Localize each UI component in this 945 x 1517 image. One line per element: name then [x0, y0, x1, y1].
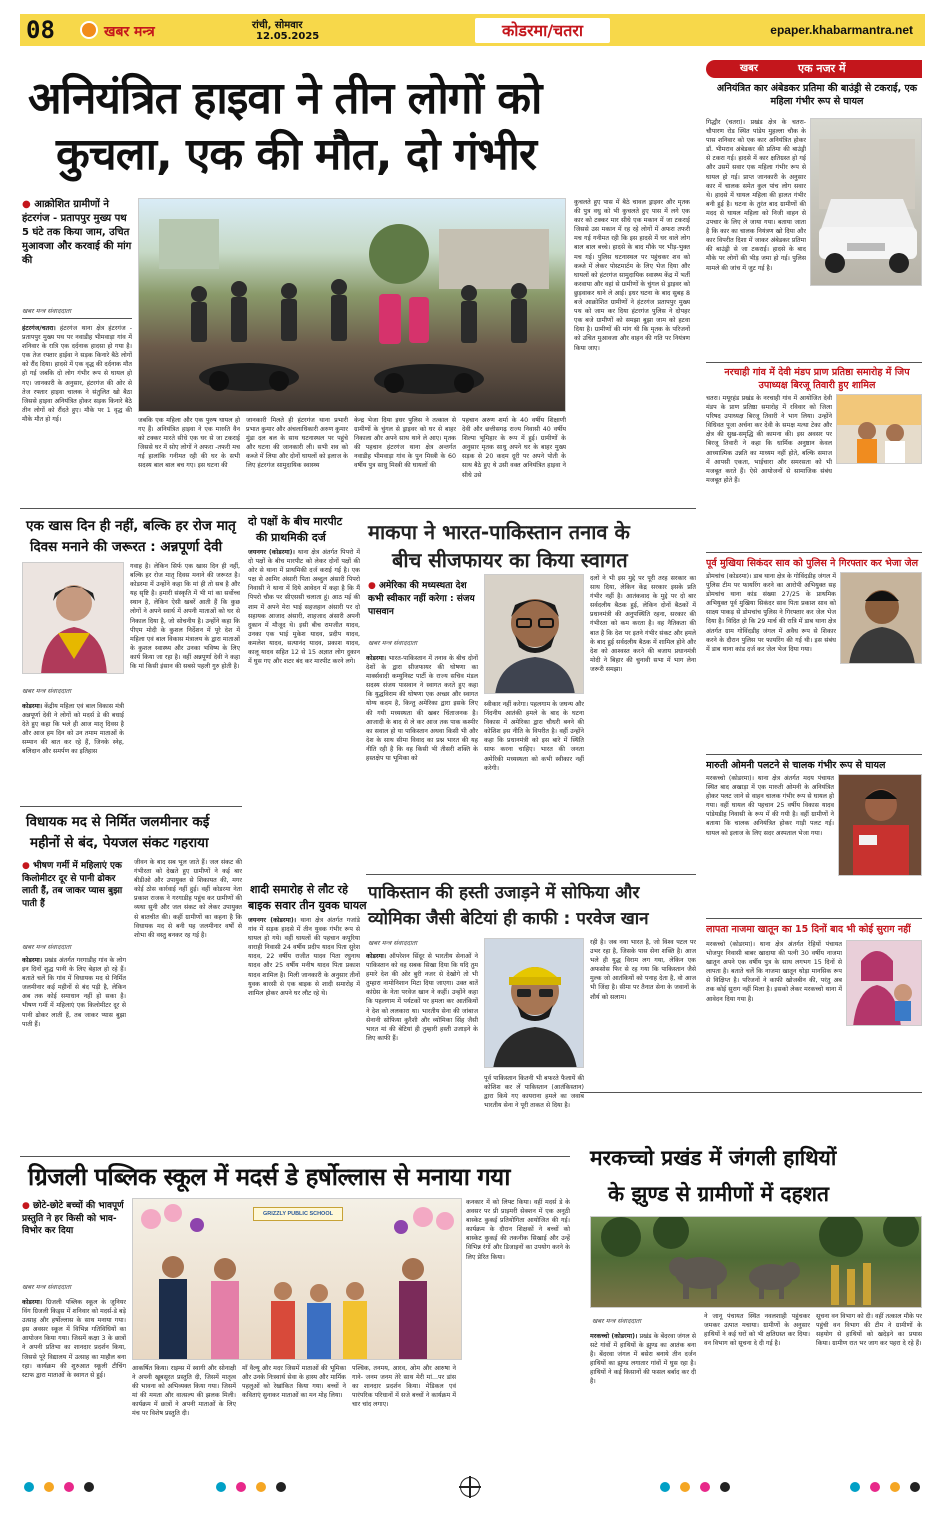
- divider: [706, 754, 922, 755]
- elephant-body-col3: सूचना वन विभाग को दी। वहीं तत्काल मौके पर पहुंची वन विभाग की टीम ने ग्रामीणों के सहयोग से हाथियों को खदेड़ने का प्रयास किया। ग्रामीण रात भर जाग कर पहरा दे रहे हैं।: [816, 1313, 922, 1348]
- sidebar-tab-khabar: खबर: [706, 60, 788, 78]
- water-body-col2: जीवन के बाद सब भूल जाते हैं। जल संकट की गंभीरता को देखते हुए ग्रामीणों ने कई बार बीडीओ और उपायुक्त से शिकायत की, मगर कोई ठोस कार्रवाई नहीं हुई। वहीं कोडरमा नेता प्रकाश राजक ने गरगाडीह पहुंच कर ग्रामीणों की व्यथा सुनी और जल संकट को लेकर उपायुक्त से बातचीत की। कहीं ग्रामीणों का कहना है कि विधायक मद से बनी यह जलमीनार वर्षों से शोभा की वस्तु बनकर रह गई है।: [134, 859, 242, 939]
- fight-body: जयनगर (कोडरमा)। थाना क्षेत्र अंतर्गत पिपरो में दो पक्षों के बीच मारपीट को लेकर दोनों पक्षों की ओर से थाना में प्राथमिकी दर्ज कराई गई है। एक पक्ष से आमिर अंसारी पिता अब्दुल अंसारी पिपरो निवासी ने थाना में दिये आवेदन में कहा है कि मैं पिपरो चौक पर सीएससी चलाता हूं। आठ मई की शाम में अपने मेरा भाई सहजहान अंसारी पर दो सहायक आजाद अंसारी, शाहजाद अंसारी अपनी दुकान में मौजूद थे। इसी बीच रामजीत यादव, उनका एक भाई मुकेश यादव, प्रदीप यादव, कमलेश यादव, सत्यानंद यादव, प्रकाश यादव, कालू यादव सहित 12 से 15 अज्ञात लोग दुकान में घुस गए और शटर बंद कर मारपीट करने लगे।: [248, 549, 360, 666]
- annapurna-photo: [22, 562, 124, 674]
- ceasefire-body-col2: स्वीकार नहीं करेगा। पहलगाम के जघन्य और निंदनीय आतंकी हमले के बाद के घटना विकास में अमेरिका द्वारा चौधरी बनने की कोशिश इस नीति के विपरीत है। वहीं उन्होंने कहा कि प्रधानमंत्री को इस बारे में स्थिति साफ करना चाहिए। भारत की जनता अमेरिकी मध्यस्थता को कभी स्वीकार नहीं करेगी।: [484, 701, 584, 772]
- elephant-photo: [590, 1216, 922, 1308]
- footer-registration-bar: [20, 1474, 925, 1500]
- school-photo: [132, 1198, 462, 1360]
- school-banner: GRIZZLY PUBLIC SCHOOL: [253, 1207, 343, 1221]
- wedding-headline-2: बाइक सवार तीन युवक घायल: [248, 899, 367, 912]
- orange-dot-icon: [256, 1482, 266, 1492]
- water-byline: खबर मन्त्र संवाददाता: [22, 943, 72, 951]
- school-headline: ग्रिजली पब्लिक स्कूल में मदर्स डे हर्षोल्लास से मनाया गया: [28, 1163, 510, 1191]
- lead-headline-1: अनियंत्रित हाइवा ने तीन लोगों को: [28, 73, 542, 124]
- brand-name: खबर मन्त्र: [104, 24, 155, 40]
- divider: [580, 1092, 922, 1093]
- elephant-herd-illustration: [591, 1217, 922, 1308]
- lead-headline-2: कुचला, एक की मौत, दो गंभीर: [56, 129, 536, 180]
- lead-byline: खबर मन्त्र संवाददाता: [22, 307, 72, 315]
- pink-dot-icon: [236, 1482, 246, 1492]
- parvez-photo: [484, 938, 584, 1068]
- mother-headline-1: एक खास दिन ही नहीं, बल्कि हर रोज मातृ: [26, 518, 236, 534]
- woman-portrait-illustration: [23, 563, 124, 674]
- black-dot-icon: [720, 1482, 730, 1492]
- black-dot-icon: [276, 1482, 286, 1492]
- sofia-body-col3: रही है। जब नया भारत है, जो विश्व पटल पर उभर रहा है, जिसके पास सेना शक्ति है। आज भले ही युद्ध विराम लग गया, लेकिन एक अफसोस फिर से रह गया कि पाकिस्तान जैसे मुल्क जो आतंकियों को पनाह देता है, वो आज भी जिंदा है। सीमा पर तैनात सेना के जवानों के शौर्य को सलाम।: [590, 939, 696, 1001]
- injured-photo: [838, 774, 922, 876]
- man-portrait-illustration: [485, 575, 584, 694]
- divider: [20, 1156, 570, 1157]
- water-deck-text: ● भीषण गर्मी में महिलाएं एक किलोमीटर दूर से पानी ढोकर लाती हैं, तब जाकर प्यास बुझा पाती हैं: [22, 861, 122, 909]
- ceasefire-deck-text: ● अमेरिका की मध्यस्थता देश कभी स्वीकार नहीं करेगा : संजय पासवान: [368, 581, 475, 617]
- school-deck: [22, 1200, 126, 1238]
- lead-photo: [138, 198, 566, 412]
- devi-headline: नरचाही गांव में देवी मंडप प्राण प्रतिष्ठा समारोह में जिप उपाध्यक्ष बिरजू तिवारी हुए शामिल: [724, 367, 910, 391]
- section-label: कोडरमा/चतरा: [475, 18, 610, 43]
- elephant-headline-1: मरकच्चो प्रखंड में जंगली हाथियों: [590, 1146, 837, 1170]
- mother-body-col1: कोडरमा। केंद्रीय महिला एवं बाल विकास मंत्री अन्नपूर्णा देवी ने लोगों को मदर्स डे की बधाई देते हुए कहा कि भले ही आज मातृ दिवस है और आज हम दिन को उन तमाम माताओं के सम्मान की बात कर रहे हैं, जिनके स्नेह, बलिदान और समर्पण का इतिहास: [22, 703, 124, 756]
- cyan-dot-icon: [660, 1482, 670, 1492]
- mothers-day-event-illustration: [133, 1199, 462, 1360]
- mother-byline: खबर मन्त्र संवाददाता: [22, 687, 72, 695]
- registration-mark-icon: [460, 1477, 480, 1497]
- water-body-col1: कोडरमा। प्रखंड अंतर्गत गरगाडीह गांव के लोग इन दिनों शुद्ध पानी के लिए बेहाल हो रहे हैं। बताते चलें कि गांव में विधायक मद से निर्मित जलमीनार कई महीनों से बंद पड़ी है, लेकिन अब तक कोई समाधान नहीं हो सका है। भीषण गर्मी में महिलाएं एक किलोमीटर दूर से पानी ढोकर लाती हैं, तब जाकर प्यास बुझा पाती हैं।: [22, 957, 126, 1028]
- sofia-byline: खबर मन्त्र संवाददाता: [368, 939, 418, 947]
- sofia-body-col2: पूर्व पाकिस्तान कितनी भी बफरते फैलायें की कोशिश कर लें पाकिस्तान (आतंकिस्तान) द्वारा किये गए कायराना हमले का जवाब भारतीय सेना ने पूरी ताकत से दिया है।: [484, 1075, 584, 1110]
- injured-man-illustration: [839, 775, 922, 876]
- masthead: [20, 14, 925, 46]
- school-body-col3: माँ वैल्यू और मदर जिसमें माताओं की भूमिका और उनके निःस्वार्थ सेवा के हास्य और मार्मिक पहलुओं को रेखांकित किया गया। बच्चों ने कविताएं सुनाकर माताओं का मन मोह लिया।: [242, 1365, 346, 1400]
- divider: [20, 806, 242, 807]
- sidebar-tab-nazar: एक नजर में: [788, 60, 922, 78]
- school-body-col2: आकर्षित किया। राइम्स में स्वागी और सोनाक्षी ने अपनी खूबसूरत प्रस्तुति दी, जिसमें मातृत्व की भावना को अभिव्यक्त किया गया। जिसमें मां की ममता और वात्सल्य की झलक मिली। कार्यक्रम में छात्रों ने अपनी माताओं के लिए मंच पर विशेष प्रस्तुति दी।: [132, 1365, 236, 1418]
- brand-logo-icon: [80, 21, 98, 39]
- divider: [20, 508, 696, 509]
- lead-body-col3: जानकारी मिलते ही हंटरगंज थाना प्रभारी प्रभात कुमार और अंचलाधिकारी अरुण कुमार मुंडा दल बल के साथ घटनास्थल पर पहुंचे और घटना की जानकारी ली। सभी शव को कब्जे में लिया और दोनों घायलों को इलाज के लिए हंटरगंज सामुदायिक स्वास्थ्य: [246, 417, 348, 470]
- tiwari-photo: [836, 394, 922, 464]
- sikandar-photo: [840, 572, 922, 664]
- school-byline: खबर मन्त्र संवाददाता: [22, 1283, 72, 1291]
- elephant-body-col2: ने जानू पंचायत स्थित नवलशाही पहुंचकर जमकर उत्पात मचाया। ग्रामीणों के अनुसार हाथियों ने कई घरों को भी क्षतिग्रस्त कर दिया। वन विभाग को सूचना दे दी गई है।: [704, 1313, 810, 1348]
- divider: [366, 874, 696, 875]
- school-deck-text: ● छोटे-छोटे बच्चों की भावपूर्ण प्रस्तुति ने हर किसी को भाव-विभोर कर दिया: [22, 1201, 124, 1236]
- water-headline-1: विधायक मद से निर्मित जलमीनार कई: [26, 814, 210, 830]
- divider: [706, 918, 922, 919]
- orange-dot-icon: [680, 1482, 690, 1492]
- car-photo: [810, 118, 922, 286]
- pink-dot-icon: [700, 1482, 710, 1492]
- school-body-col5: कनकार में को लिफ्ट किया। वहीं मदर्स डे के अवसर पर प्री प्राइमरी सेक्शन में एक अनूठी बास्केट कुकई प्रतियोगिता आयोजित की गई। कार्यक्रम के दौरान शिक्षकों ने बच्चों को बास्केट कुकई की तकनीक सिखाई और उन्हें विभिन्न रंगों और डिजाइनों का उपयोग करने के लिए प्रेरित किया।: [466, 1199, 570, 1261]
- lead-body-col5: पहचान अरुण शर्मा के 40 वर्षीय शिक्षाणी देवी और छत्तीसगढ़ राज्य निवासी 40 वर्षीय शिल्पा भूमिहार के रूप में हुई। ग्रामीणों के अनुसार मृतक साधु अपने घर के बाहर मुख्य सड़क से 20 कदम दूरी पर अपने पोती के साथ बैठे हुए थे उसी वक्त अनियंत्रित हाइवा ने सीधे उसे: [462, 417, 566, 479]
- sofia-body-col1: कोडरमा। ऑपरेशन सिंदूर से भारतीय सेनाओं ने पाकिस्तान को वह सबक सिखा दिया कि यदि तुम हमारे देश की ओर बुरी नजर से देखोगे तो भी तुम्हारा नामोनिशान मिटा दिया जाएगा। उक्त बातें कांग्रेस के नेता परवेज खान ने कहीं। उन्होंने कहा कि पहलगाम में पर्यटकों पर हमला कर आतंकियों ने देश को ललकारा था। भारतीय सेना की जांबाज सेनानी सोफिया कुरैशी और व्योमिका सिंह जैसी भारत मां की बेटियां ही तुम्हारी हस्ती उजाड़ने के लिए काफी हैं।: [366, 953, 478, 1042]
- najma-photo: [846, 940, 922, 1026]
- lead-deck-text: ● आक्रोशित ग्रामीणों ने हंटरगंज - प्रतापपुर मुख्य पथ 5 घंटे तक किया जाम, उचित मुआवजा और करवाई की मांग की: [22, 199, 131, 266]
- black-dot-icon: [84, 1482, 94, 1492]
- ceasefire-byline: खबर मन्त्र संवाददाता: [368, 639, 418, 647]
- orange-dot-icon: [44, 1482, 54, 1492]
- masthead-date: 12.05.2025: [256, 31, 320, 42]
- woman-with-child-illustration: [847, 941, 922, 1026]
- masthead-city-day: रांची, सोमवार: [252, 20, 303, 31]
- ceasefire-headline-2: बीच सीजफायर का किया स्वागत: [392, 548, 628, 572]
- pink-dot-icon: [64, 1482, 74, 1492]
- missing-headline: लापता नाजमा खातून का 15 दिनों बाद भी कोई सुराग नहीं: [706, 924, 911, 935]
- black-dot-icon: [910, 1482, 920, 1492]
- pink-dot-icon: [870, 1482, 880, 1492]
- murder-body: डोमचांच (कोडरमा)। डाब थाना क्षेत्र के गोविंदडीह जंगल में पुलिस टीम पर फायरिंग करने का आरोपी अभियुक्त सह डोमचांच थाना कांड संख्या 27/25 के प्राथमिक अभियुक्त पूर्व मुखिया सिकंदर साव पिता प्रकाश साव को साक्ष्य पाकड़ से डोमचांच पुलिस ने गिरफ्तार कर जेल भेज दिया है। विदित हो कि 29 मार्च की रात्रि में डाब थाना क्षेत्र अंतर्गत ग्राम गोविंदडीह जंगल में अवैध रूप से शिकार करने के दौरान पुलिस पर फायरिंग की गई थी। इस संबंध में डाब थाना कांड दर्ज कर जेल भेज दिया गया।: [706, 573, 836, 653]
- lead-body-col4: केन्द्र भेजा दिया इधर पुलिस ने तत्काल से ग्रामीणों के चुंगल से ड्राइवर को घर से बाहर निकाला और अपने साथ थाने ले आए। मृतक की पहचान हंटरगंज थाना क्षेत्र अन्तर्गत नवाडीह भीमवाड़ा गांव के पुन मिस्त्री के 60 वर्षीय पुत्र साधु मिस्त्री की घायलों की: [354, 417, 456, 470]
- divider: [706, 362, 922, 363]
- mother-headline-2: दिवस मनाने की जरूरत : अन्नपूर्णा देवी: [30, 539, 223, 555]
- accident-body: गिद्धौर (चतरा)। प्रखंड क्षेत्र के चतरा-चौपारण रोड स्थित पांडेय मुहल्ला चौक के पास शनिवार को एक कार अनियंत्रित होकर डॉ. भीमराव अंबेडकर की प्रतिमा की बाउंड्री से टकरा गई। हादसे में कार क्षतिग्रस्त हो गई और उसमें सवार एक महिला गंभीर रूप से घायल हो गई। प्राप्त जानकारी के अनुसार कार में चालक समेत कुल पांच लोग सवार थे। हादसे में घायल महिला की हालत गंभीर बनी हुई है। घटना के तुरंत बाद ग्रामीणों की मदद से घायल महिला को निजी वाहन से उपचार के लिए ले जाया गया। बताया जाता है कि कार का चालक नियंत्रण खो दिया और कार विपरीत दिशा में जाकर अंबेडकर प्रतिमा की बाउंड्री से जा टकराई। हादसे के बाद मौके पर लोगों की भीड़ जमा हो गई। पुलिस मामले की जांच में जुट गई है।: [706, 119, 806, 272]
- divider: [22, 318, 132, 319]
- omni-headline: मारुती ओमनी पलटने से चालक गंभीर रूप से घायल: [706, 760, 886, 771]
- ceasefire-body-col3: दलों ने भी इस मुद्दे पर पूरी तरह सरकार का साथ दिया, लेकिन केंद्र सरकार इसके प्रति गंभीर नहीं है। आतंकवाद के मुद्दे पर दो बार सर्वदलीय बैठक हुई, लेकिन दोनों बैठकों में प्रधानमंत्री की अनुपस्थिति रहना, सरकार की गंभीरता को कम करता है। वह नैतिकता की बात है कि देश पर इतने गंभीर संकट और हमले के बाद हुई सर्वदलीय बैठक में शामिल होने और देश को आश्वस्त करने की बजाय प्रधानमंत्री मोदी ने बिहार की चुनावी सभा में भाग लेना जरूरी समझा।: [590, 575, 696, 673]
- page-number: 08: [26, 16, 55, 44]
- fight-headline-1: दो पक्षों के बीच मारपीट: [248, 515, 343, 528]
- lead-body-col1: हंटरगंज/चतरा। हंटरगंज थाना क्षेत्र हंटरगंज - प्रतापपुर मुख्य पथ पर नवाडीह भीमवाड़ा गांव में शनिवार के रात्रि एक दर्दनाक हादसा हो गया है। एक तेज रफ्तार हाईवा ने सड़क किनारे बैठे लोगों को रौंद दिया। हादसे में एक वृद्ध की दर्दनाक मौत हो गई जबकि दो लोग गंभीर रूप से घायल हो गए। जानकारी के अनुसार, हंटरगंज की ओर से तेज रफ्तार हाइवा चालक ने संतुलित खो बैठा जिससे हाइवा अनियंत्रित होकर सड़क किनारे बैठे तीन लोगों को रौंदते हुए। मौके पर 1 वृद्ध की मौके मौत हो गई।: [22, 325, 132, 423]
- man-portrait-illustration: [841, 573, 922, 664]
- missing-body: मरकच्चो (कोडरमा)। थाना क्षेत्र अंतर्गत रेहियों पंचायत भोजपुर निवासी बाबर खादाया की पत्नी 30 वर्षीय नाजमा खातून अपने एक वर्षीय पुत्र के साथ लगभग 15 दिनों से लापता है। बताते चलें कि नाजमा खातून थोड़ा मानसिक रूप से विक्षिप्त है। परिजनों ने काफी खोजबीन की, परंतु अब तक कोई सुराग नहीं मिला है। इसको लेकर मरकच्चो थाना में आवेदन दिया गया है।: [706, 941, 842, 1003]
- water-deck: [22, 860, 126, 910]
- ceremony-illustration: [837, 395, 922, 464]
- divider: [706, 552, 922, 553]
- sanjay-photo: [484, 574, 584, 694]
- wedding-headline-1: शादी समारोह से लौट रहे: [250, 883, 349, 896]
- cyan-dot-icon: [216, 1482, 226, 1492]
- mother-body-col2: गवाह है। लेकिन सिर्फ एक खास दिन ही नहीं, बल्कि हर रोज मातृ दिवस मनाने की जरूरत है। कोडरमा में उन्होंने कहा कि मां ही तो सब है और यह सृष्टि है। हमारी संस्कृति में भी मां का सर्वोच्च स्थान है, लेकिन ऐसी खबरें आती हैं कि कुछ लोगों ने अपने स्वार्थ में अपनी माताओं को घर से निकाल दिया है, जो सोचनीय है। उन्होंने कहा कि पीएम मोदी के कुशल निर्देशन में पूरे देश में महिला एवं बाल विकास मंत्रालय के द्वारा माताओं के कुशल स्वास्थ्य और उनका भविष्य के लिए कार्य किया जा रहा है। वहीं अन्नपूर्णा देवी ने कहा कि मां किसी इंसान की सबसे पहली गुरु होती है।: [130, 563, 240, 671]
- sofia-headline-1: पाकिस्तान की हस्ती उजाड़ने में सोफिया और: [368, 883, 640, 903]
- man-with-cap-illustration: [485, 939, 584, 1068]
- lead-deck: [22, 198, 132, 268]
- sofia-headline-2: व्योमिका जैसी बेटियां ही काफी : परवेज खान: [368, 909, 649, 929]
- devi-body: चतरा। मयूरहंड प्रखंड के नरचाही गांव में आयोजित देवी मंडप के प्राण प्रतिष्ठा समारोह में रविवार को जिला परिषद उपाध्यक्ष बिरजू तिवारी ने भाग लिया। उन्होंने विधिवत पूजा अर्चना कर देवी के समक्ष मत्था टेका और क्षेत्र की सुख-समृद्धि की कामना की। इस अवसर पर बिरजू तिवारी ने कहा कि धार्मिक अनुष्ठान केवल आध्यात्मिक उन्नति का माध्यम नहीं होते, बल्कि समाज में आपसी एकता, भाईचारा और समरसता को भी मजबूत करते हैं। ऐसे आयोजनों से सामाजिक संबंध मजबूत होते हैं।: [706, 395, 832, 484]
- elephant-byline: खबर मन्त्र संवाददाता: [592, 1317, 642, 1325]
- wedding-body: जयनगर (कोडरमा)। थाना क्षेत्र अंतर्गत गजांडे गांव में सड़क हादसे में तीन युवक गंभीर रूप से घायल हो गये। वहीं घायलों की पहचान कपूरिया वाराही निवासी 24 वर्षीय प्रदीप यादव पिता सुरेश यादव, 22 वर्षीय राजीत यादव पिता रघुनाथ यादव और 25 वर्षीय मनीष यादव पिता प्रकाश यादव शामिल है। मिली जानकारी के अनुसार तीनों युवक बारसी से एक बाइक से शादी समारोह में शामिल होकर अपने घर लौट रहे थे।: [248, 917, 360, 997]
- epaper-url[interactable]: epaper.khabarmantra.net: [770, 23, 913, 37]
- elephant-headline-2: के झुण्ड से ग्रामीणों में दहशत: [608, 1182, 829, 1206]
- damaged-car-illustration: [811, 119, 922, 286]
- ceasefire-headline-1: माकपा ने भारत-पाकिस्तान तनाव के: [368, 520, 630, 544]
- lead-body-col2: जबकि एक महिला और एक पुरुष घायल हो गए हैं। अनियंत्रित हाइवा ने एक मारुति वैन को टक्कर मारते सीधे एक घर से जा टकराई जिससे घर में सोए लोगों ने अफरा -तफरी मच गई हालांकि गनीमत रही की घर के सभी सदस्य बाल बाल बच गए। इस घटना की: [138, 417, 240, 470]
- crowd-scene-illustration: [139, 199, 566, 412]
- orange-dot-icon: [890, 1482, 900, 1492]
- ceasefire-body-col1: कोडरमा। भारत-पाकिस्तान में तनाव के बीच दोनों देशों के द्वारा सीजफायर की घोषणा का मार्क्सवादी कम्युनिस्ट पार्टी के राज्य सचिव मंडल सदस्य संजय पासवान ने स्वागत करते हुए कहा कि युद्धविराम की घोषणा एक अच्छा और स्वागत योग्य कदम है, किन्तु अमेरिका द्वारा इसके लिए की गयी मध्यस्थता की खबर चिंताजनक है। आजादी के बाद से ले कर आज तक पाक कश्मीर का सवाल हो या पाकिस्तान अथवा किसी भी और देश के साथ सीमा विवाद का प्रश्न भारत की यह नीति रही है कि वह किसी भी तीसरी शक्ति के हस्तक्षेप या भूमिका को: [366, 655, 478, 763]
- cyan-dot-icon: [24, 1482, 34, 1492]
- water-headline-2: महीनों से बंद, पेयजल संकट गहराया: [30, 835, 209, 851]
- lead-body-col6: कुचलते हुए पास में बैठे चावल ड्राइवर और मृतक की पुत्र वधु को भी कुचलते हुए पास में लगे एक कार को टक्कर मार सीधे एक मकान में जा टकराई जिससे उस मकान में रह रहे लोगों में अफरा तफरी मच गई गनीमत रही कि इस हादसे में घर वाले लोग बाल बाल बच्चे। हादसे के बाद मौके पर भीड़-भुक्त मच गई। पुलिस घटनास्थल पर पहुंचकर शव को कब्जे में लेकर पोस्टमार्टम के लिए भेज दिया और घायलों को हंटरगंज सामुदायिक स्वास्थ्य केंद्र में भर्ती करवाया और वहां से ग्रामीणों के चुंगल से ड्राइवर को छुड़वाकर थाने ले आई। इधर घटना के बाद सुबह 8 बजे आक्रोशित ग्रामीणों ने हंटरगंज प्रतापपुर मुख्य पथ को जाम कर दिया हंटरगंज पुलिस ने दोपहर एक बजे ग्रामीणों को समझा बुझा जाम को हटवा दिया है। ग्रामीणों की मांग थी कि मृतक के परिजनों को उचित मुआवजा और वाहन की गति पर नियंत्रण किया जाए।: [574, 199, 690, 352]
- ceasefire-deck: [368, 580, 478, 619]
- omni-body: मरकच्चो (कोडरमा)। थाना क्षेत्र अंतर्गत मदय पंचायत स्थित बाद अखाड़ा में एक मारुती ओमनी के अनियंत्रित होकर पलट जाने से वाहन चालक गंभीर रूप से घायल हो गया। वहीं घायल की पहचान 25 वर्षीय विकास यादव पांडेयडीह निवासी के रूप में की गयी है। वहीं ग्रामीणों ने बताया कि चालक अनियंत्रित होकर गाड़ी पलट गई। घायल को इलाज के लिए सदर अस्पताल भेजा गया।: [706, 775, 834, 837]
- elephant-body-col1: मरकच्चो (कोडरमा)। प्रखंड के बेंदरवा जंगल से सटे गांवों में हाथियों के झुण्ड का आतंक बना है। बेंदरवा जंगल में बसेरा बनाये तीन दर्जन हाथियों का झुण्ड लगातार गांवों में घुस रहा है। हाथियों ने कई किसानों की फसल बर्बाद कर दी है।: [590, 1333, 696, 1386]
- fight-headline-2: की प्राथमिकी दर्ज: [256, 531, 326, 544]
- murder-headline: पूर्व मुखिया सिकंदर साव को पुलिस ने गिरफ्तार कर भेजा जेल: [706, 558, 919, 569]
- cyan-dot-icon: [850, 1482, 860, 1492]
- school-body-col1: कोडरमा। ग्रिजली पब्लिक स्कूल के जूनियर विंग ग्रिजली किड्स में शनिवार को मदर्स-डे बड़े उत्साह और हर्षोल्लास के साथ मनाया गया। इस अवसर स्कूल में विभिन्न गतिविधियों का आयोजन किया गया। जिसमें कक्षा 3 के छात्रों ने अपनी प्रतिभा का शानदार प्रदर्शन किया, जिससे पूरे विद्यालय में उत्साह का माहौल बना रहा। कार्यक्रम की शुरुआत स्कूली टीचिंग स्टाफ द्वारा माताओं के स्वागत से हुई।: [22, 1299, 126, 1379]
- accident-headline: अनियंत्रित कार अंबेडकर प्रतिमा की बाउंड्री से टकराई, एक महिला गंभीर रूप से घायल: [716, 83, 918, 107]
- school-body-col4: पश्चिक, तनमय, आरव, ओम और आरुषा ने गाने- जनम जनम तेरे साथ मेरी मां...पर डांस का शानदार प्रदर्शन किया। मेडिकल एवं पारंपरिक परिधानों में सजे बच्चों ने कार्यक्रम में चार चांद लगाए।: [352, 1365, 456, 1409]
